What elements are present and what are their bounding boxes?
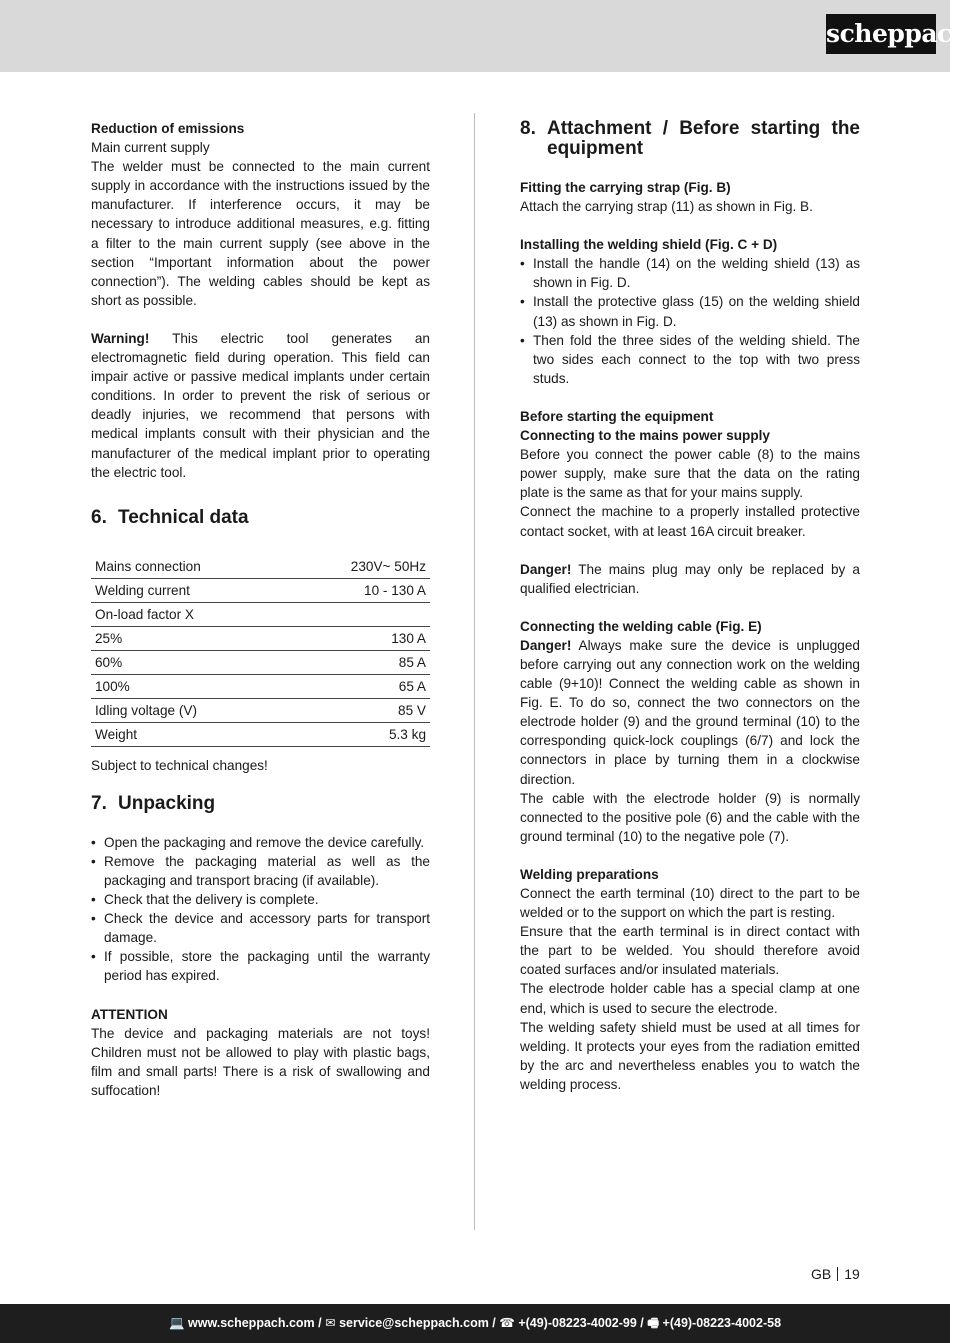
header-band: [0, 0, 950, 72]
mains-text-1: Before you connect the power cable (8) to the mains power supply, make sure that the data on the rating plate is the same as that for your mains supply.: [520, 447, 860, 501]
section-title: Unpacking: [118, 792, 216, 814]
welding-prep-text-2: Ensure that the earth terminal is in direct contact with the part to be welded. You should therefore avoid coated surfaces and/or insulated materials.: [520, 924, 860, 978]
table-row: [91, 722, 430, 746]
attention-heading: ATTENTION: [91, 1006, 168, 1022]
section-title: Attachment / Before starting the equipment: [547, 118, 860, 159]
danger-label: Danger!: [520, 561, 572, 577]
technical-note: Subject to technical changes!: [91, 757, 268, 773]
section-title: Technical data: [118, 506, 249, 528]
danger-cable-paragraph: [520, 636, 860, 789]
list-item: • Remove the packaging material as well as the packaging and transport bracing (if available).: [91, 852, 430, 890]
welding-prep-text-4: The welding safety shield must be used at all times for welding. It protects your eyes from the radiation emitted by the arc and nevertheless enables you to watch the welding process.: [520, 1019, 860, 1092]
spec-value: 85 V: [287, 698, 430, 722]
emissions-subheading: Main current supply: [91, 140, 210, 156]
page-number: [811, 1265, 860, 1283]
strap-heading: Fitting the carrying strap (Fig. B): [520, 180, 731, 195]
spec-value: 10 - 130 A: [287, 578, 430, 602]
strap-text: Attach the carrying strap (11) as shown in Fig. B.: [520, 199, 813, 215]
fax-number: +(49)-08223-4002-58: [662, 1316, 782, 1330]
technical-data-heading: [91, 508, 430, 528]
column-divider: [474, 113, 475, 1230]
table-row: [91, 650, 430, 674]
table-row: [91, 626, 430, 650]
spec-label: 100%: [91, 674, 287, 698]
list-item: • If possible, store the packaging until the warranty period has expired.: [91, 947, 430, 985]
page-number-value: 19: [844, 1266, 860, 1282]
table-row: [91, 698, 430, 722]
list-item: • Then fold the three sides of the welding shield. The two sides each connect to the top with two press studs.: [520, 331, 860, 388]
footer-separator: /: [314, 1316, 326, 1330]
spec-value: 85 A: [287, 650, 430, 674]
section-number: 6.: [91, 506, 107, 528]
spec-value: 230V~ 50Hz: [287, 555, 430, 579]
spec-label: Idling voltage (V): [91, 698, 287, 722]
section-number: 7.: [91, 792, 107, 814]
spec-value: 130 A: [287, 626, 430, 650]
cable-heading: Connecting the welding cable (Fig. E): [520, 618, 762, 634]
spec-label: Mains connection: [91, 555, 287, 579]
email-link[interactable]: service@scheppach.com: [339, 1316, 489, 1330]
mains-text-2: Connect the machine to a properly installed protective contact socket, with at least 16A circuit breaker.: [520, 504, 860, 539]
page-number-divider: [837, 1267, 838, 1281]
section-number: 8.: [520, 118, 536, 139]
mail-icon: ✉: [325, 1316, 336, 1330]
welding-prep-heading: Welding preparations: [520, 866, 659, 882]
mains-heading: Connecting to the mains power supply: [520, 428, 770, 444]
list-item: • Install the protective glass (15) on the welding shield (13) as shown in Fig. D.: [520, 292, 860, 330]
spec-value: 5.3 kg: [287, 722, 430, 746]
page-language: GB: [811, 1266, 832, 1282]
table-row: [91, 555, 430, 579]
attachment-heading: [520, 119, 860, 159]
spec-label: Welding current: [91, 578, 287, 602]
spec-label: On-load factor X: [91, 602, 287, 626]
warning-text: This electric tool generates an electromagnetic field during operation. This field can impair active or passive medical implants under certain conditions. In order to prevent the risk of serious or deadly injuries, we recommend that persons with medical implants consult with their physician and the manufacturer of the medical implant prior to operating the electric tool.: [91, 330, 430, 480]
unpacking-list: [91, 833, 430, 986]
phone-number: +(49)-08223-4002-99: [518, 1316, 637, 1330]
danger-text: The mains plug may only be replaced by a qualified electrician.: [520, 561, 860, 596]
table-row: [91, 578, 430, 602]
fax-icon: 🖷: [647, 1316, 660, 1330]
danger-label: Danger!: [520, 637, 572, 653]
phone-icon: ☎: [499, 1316, 515, 1330]
table-row: [91, 674, 430, 698]
unpacking-heading: [91, 794, 430, 814]
attention-text: The device and packaging materials are not toys! Children must not be allowed to play with plastic bags, film and small parts! There is a risk of swallowing and suffocation!: [91, 1025, 430, 1098]
spec-value: [287, 602, 430, 626]
danger-text: Always make sure the device is unplugged before carrying out any connection work on the welding cable (9+10)! Connect the welding cable as shown in Fig. E. To do so, connect the two connectors on the electrode holder (9) and the ground terminal (10) to the corresponding quick-lock couplings (6/7) and lock the connectors in place by turning them in a clockwise direction.: [520, 637, 860, 787]
technical-data-table: [91, 555, 430, 747]
right-column: [520, 119, 860, 1094]
list-item: • Check that the delivery is complete.: [91, 890, 430, 909]
scheppach-logo: scheppach: [826, 14, 936, 54]
danger-plug-paragraph: [520, 560, 860, 598]
spec-label: 25%: [91, 626, 287, 650]
shield-heading: Installing the welding shield (Fig. C + D): [520, 237, 778, 253]
footer-separator: /: [488, 1316, 500, 1330]
warning-paragraph: [91, 329, 430, 482]
website-link[interactable]: www.scheppach.com: [188, 1316, 315, 1330]
table-row: [91, 602, 430, 626]
emissions-heading: Reduction of emissions: [91, 121, 245, 136]
shield-steps-list: [520, 254, 860, 388]
warning-label: Warning!: [91, 330, 150, 346]
before-starting-heading: Before starting the equipment: [520, 408, 714, 424]
emissions-text: The welder must be connected to the main current supply in accordance with the instructions issued by the manufacturer. If interference occurs, it may be necessary to introduce additional measures, e.g. fitting a filter to the main current supply (see above in the section “Important information about the power connection”). The welding cables should be kept as short as possible.: [91, 159, 430, 308]
footer-contact-bar: [0, 1304, 950, 1343]
welding-prep-text-1: Connect the earth terminal (10) direct to the part to be welded or to the support on which the part is resting.: [520, 886, 860, 921]
spec-value: 65 A: [287, 674, 430, 698]
cable-text: The cable with the electrode holder (9) is normally connected to the positive pole (6) and the cable with the ground terminal (10) to the negative pole (7).: [520, 790, 860, 844]
computer-icon: 💻: [168, 1316, 185, 1330]
footer-separator: /: [636, 1316, 648, 1330]
list-item: • Check the device and accessory parts for transport damage.: [91, 909, 430, 947]
list-item: • Open the packaging and remove the device carefully.: [91, 833, 430, 852]
list-item: • Install the handle (14) on the welding shield (13) as shown in Fig. D.: [520, 254, 860, 292]
spec-label: 60%: [91, 650, 287, 674]
left-column: [91, 119, 430, 1100]
welding-prep-text-3: The electrode holder cable has a special clamp at one end, which is used to secure the electrode.: [520, 981, 860, 1016]
spec-label: Weight: [91, 722, 287, 746]
